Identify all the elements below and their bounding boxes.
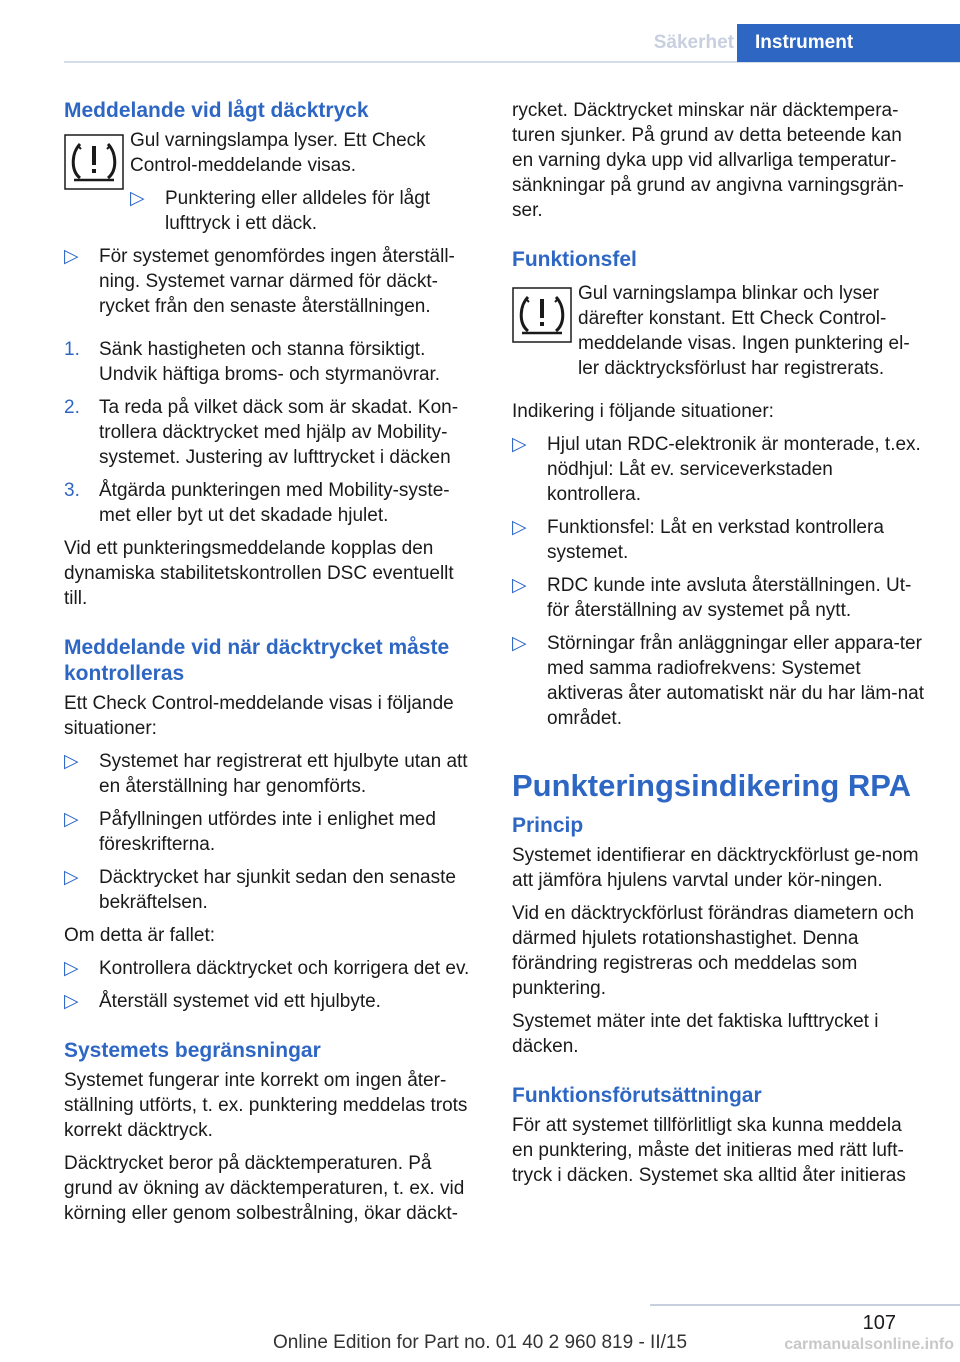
bullet-marker: ▷ [512, 633, 527, 654]
list-item: ▷ Hjul utan RDC-elektronik är monterade, t.ex. nödhjul: Låt ev. serviceverkstaden kontrollera. [512, 434, 921, 505]
list-item: ▷ Däcktrycket har sjunkit sedan den senaste bekräftelsen. [64, 867, 456, 913]
paragraph-dsc: Vid ett punkteringsmeddelande kopplas den dynamiska stabilitetskontrollen DSC eventuellt till. [64, 538, 454, 609]
tire-pressure-warning-icon [64, 134, 124, 190]
bullet-marker: ▷ [64, 751, 79, 772]
bullet-marker: ▷ [512, 575, 527, 596]
tab-safety[interactable]: Säkerhet [653, 32, 734, 53]
page-number: 107 [862, 1312, 896, 1334]
right-column [512, 98, 928, 1196]
list-item: ▷ För systemet genomfördes ingen återställ-ning. Systemet varnar därmed för däckt-rycket från den senaste återställningen. [64, 246, 455, 317]
step-item: 1. Sänk hastigheten och stanna försiktigt. Undvik häftiga broms- och styrmanövrar. [64, 339, 441, 385]
warning-bullets-low-pressure [64, 186, 478, 236]
bullet-marker: ▷ [64, 246, 79, 267]
list-item: ▷ Kontrollera däcktrycket och korrigera det ev. [64, 958, 470, 979]
heading-rpa: Punkteringsindikering RPA [512, 768, 912, 803]
list-item: ▷ Systemet har registrerat ett hjulbyte utan att en återställning har genomförts. [64, 751, 468, 797]
heading-check-pressure: Meddelande vid när däcktrycket måste kontrolleras [64, 636, 450, 685]
list-item: ▷ RDC kunde inte avsluta återställningen. Ut-för återställning av systemet på nytt. [512, 575, 912, 621]
heading-principle: Princip [512, 814, 584, 837]
step-item: 2. Ta reda på vilket däck som är skadat. Kon-trollera däcktrycket med hjälp av Mobility-systemet. Justering av lufttrycket i däcken [64, 397, 459, 468]
list-item: ▷ Punktering eller alldeles för lågt lufttryck i ett däck. [130, 188, 431, 234]
paragraph-principle-3: Systemet mäter inte det faktiska lufttrycket i däcken. [512, 1011, 879, 1057]
paragraph-prerequisites: För att systemet tillförlitligt ska kunna meddela en punktering, måste det initieras med rätt luft-tryck i däcken. Systemet ska alltid åter initieras [512, 1115, 906, 1186]
watermark: carmanualsonline.info [784, 1336, 954, 1353]
bullet-marker: ▷ [64, 991, 79, 1012]
paragraph-continued: rycket. Däcktrycket minskar när däcktempera-turen sjunker. På grund av detta beteende kan en varning dyka upp vid allvarliga temperatur-sänkningar på grund av angivna varningsgrän-ser. [512, 100, 904, 221]
bullet-marker: ▷ [512, 517, 527, 538]
check-bullet-list [64, 749, 478, 915]
edition-footer: Online Edition for Part no. 01 40 2 960 819 - II/15 [272, 1332, 688, 1353]
warning-text-malfunction: Gul varningslampa blinkar och lyser därefter konstant. Ett Check Control-meddelande visas. Ingen punktering el-ler däcktrycksförlust har registrerats. [578, 283, 910, 379]
bullet-marker: ▷ [64, 867, 79, 888]
indication-bullet-list [512, 432, 928, 731]
steps-list [64, 337, 478, 528]
paragraph-indication: Indikering i följande situationer: [512, 401, 774, 422]
footer-rule [650, 1304, 960, 1306]
list-item: ▷ Störningar från anläggningar eller appara-ter med samma radiofrekvens: Systemet aktiveras åter automatiskt när du har läm-nat området. [512, 633, 925, 729]
bullet-marker: ▷ [64, 958, 79, 979]
heading-low-pressure: Meddelande vid lågt däcktryck [64, 99, 369, 122]
if-bullet-list [64, 956, 478, 1014]
bullet-marker: ▷ [64, 809, 79, 830]
reset-bullet-list [64, 244, 478, 319]
paragraph-limits-2: Däcktrycket beror på däcktemperaturen. På grund av ökning av däcktemperaturen, t. ex. vid körning eller genom solbestrålning, ökar däckt- [64, 1153, 465, 1224]
bullet-marker: ▷ [512, 434, 527, 455]
step-number: 3. [64, 480, 80, 501]
warning-text-low-pressure: Gul varningslampa lyser. Ett Check Control-meddelande visas. [130, 130, 426, 176]
step-number: 1. [64, 339, 80, 360]
list-item: ▷ Återställ systemet vid ett hjulbyte. [64, 991, 381, 1012]
paragraph-if-case: Om detta är fallet: [64, 925, 216, 946]
bullet-marker: ▷ [130, 188, 145, 209]
list-item: ▷ Funktionsfel: Låt en verkstad kontrollera systemet. [512, 517, 884, 563]
step-number: 2. [64, 397, 80, 418]
warning-block-malfunction [512, 281, 928, 381]
list-item: ▷ Påfyllningen utfördes inte i enlighet med föreskrifterna. [64, 809, 436, 855]
tab-instrument[interactable]: Instrument [737, 24, 960, 62]
left-column [64, 98, 478, 1234]
tire-pressure-warning-icon [512, 287, 572, 343]
paragraph-principle-2: Vid en däcktryckförlust förändras diametern och därmed hjulets rotationshastighet. Denna förändring registreras och meddelas som punktering. [512, 903, 915, 999]
paragraph-limits-1: Systemet fungerar inte korrekt om ingen åter-ställning utförts, t. ex. punktering meddelas trots korrekt däcktryck. [64, 1070, 468, 1141]
warning-block-low-pressure [64, 128, 478, 236]
heading-malfunction: Funktionsfel [512, 248, 637, 271]
paragraph-principle-1: Systemet identifierar en däcktryckförlust ge-nom att jämföra hjulens varvtal under kör-ningen. [512, 845, 919, 891]
step-item: 3. Åtgärda punkteringen med Mobility-syste-met eller byt ut det skadade hjulet. [64, 480, 450, 526]
heading-prerequisites: Funktionsförutsättningar [512, 1084, 762, 1107]
paragraph-check-intro: Ett Check Control-meddelande visas i följande situationer: [64, 693, 454, 739]
heading-limits: Systemets begränsningar [64, 1039, 321, 1062]
